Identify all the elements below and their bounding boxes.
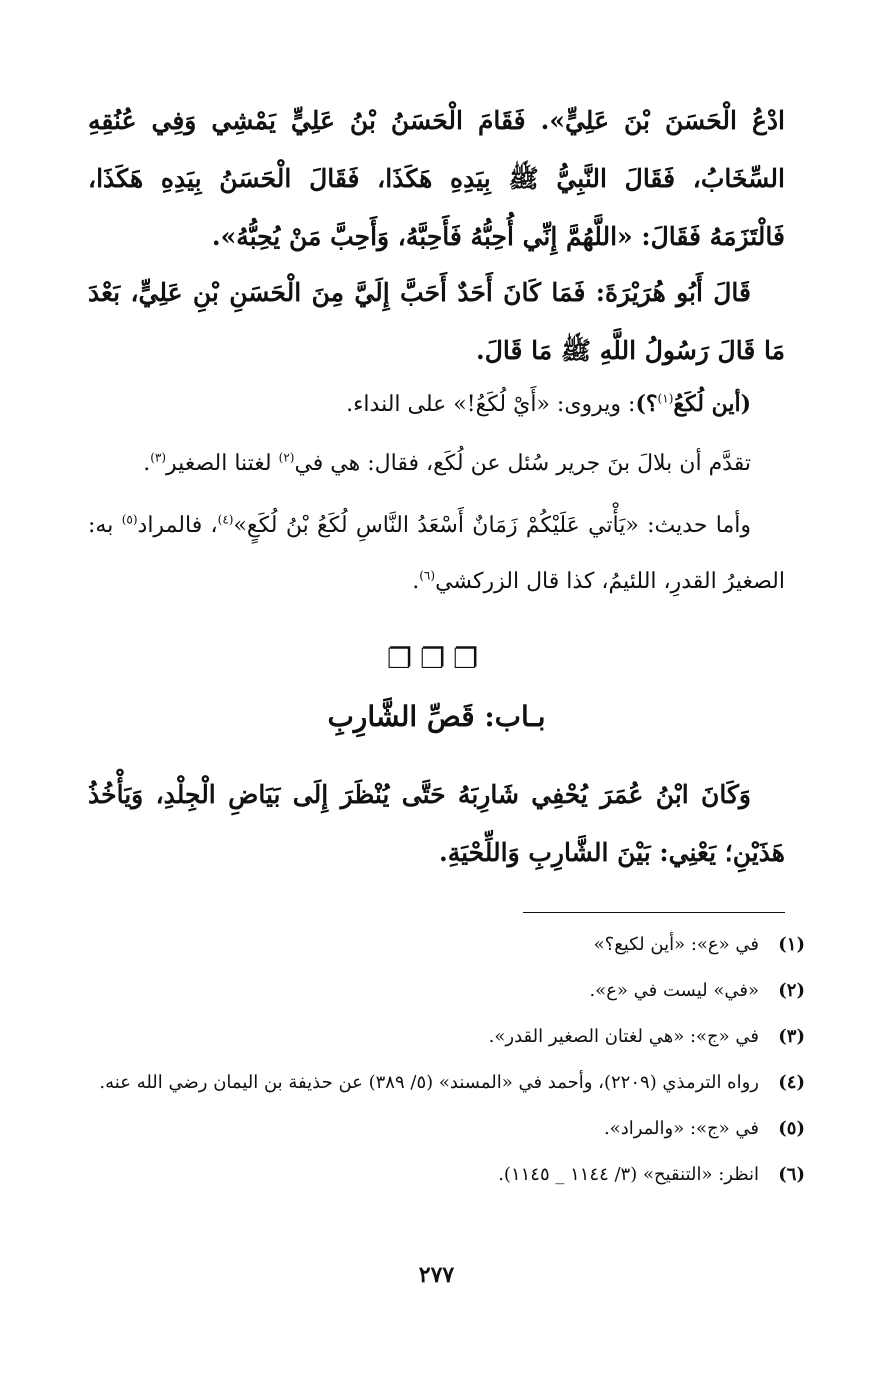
footnote-item xyxy=(88,1014,805,1060)
footnote-number: (٥) xyxy=(778,1118,805,1139)
page-number: ٢٧٧ xyxy=(418,1262,455,1288)
footnote-item xyxy=(88,1152,805,1198)
commentary-bilal-text-2: لغتنا الصغير xyxy=(166,451,272,476)
commentary-hadith-paragraph xyxy=(88,498,785,610)
footnote-number: (٣) xyxy=(778,1026,805,1047)
footnote-ref-2: (٢) xyxy=(278,450,295,465)
commentary-bilal-end: . xyxy=(143,451,151,476)
footnote-number: (٤) xyxy=(778,1072,805,1093)
footnote-text: رواه الترمذي (٢٢٠٩)، وأحمد في «المسند» (٥/ ٣٨٩) عن حذيفة بن اليمان رضي الله عنه. xyxy=(99,1072,759,1093)
abu-hurayra-paragraph: قَالَ أَبُو هُرَيْرَةَ: فَمَا كَانَ أَحَدٌ أَحَبَّ إِلَيَّ مِنَ الْحَسَنِ بْنِ عَلِيٍّ، بَعْدَ مَا قَالَ رَسُولُ اللَّهِ ﷺ مَا قَالَ. xyxy=(88,278,785,365)
footnote-number: (٦) xyxy=(778,1164,805,1185)
commentary-lemma: (أين لُكَعُ xyxy=(673,391,751,417)
footnote-item xyxy=(88,968,805,1014)
footnote-ref-6: (٦) xyxy=(419,568,436,583)
commentary-lemma-end: ؟) xyxy=(635,391,658,417)
section-separator: ❐❐❐ xyxy=(386,642,487,675)
footnote-text: انظر: «التنقيح» (٣/ ١١٤٤ _ ١١٤٥). xyxy=(498,1164,759,1185)
commentary-hadith-text-2: ، فالمراد xyxy=(137,513,218,538)
footnote-divider xyxy=(523,912,785,913)
footnote-ref-5: (٥) xyxy=(121,512,138,527)
footnote-ref-3: (٣) xyxy=(150,450,167,465)
commentary-hadith-text-3: به: الصغيرُ القدرِ، اللئيمُ، كذا قال الزركشي xyxy=(88,513,785,594)
footnote-ref-1: (١) xyxy=(657,391,674,406)
footnote-text: في «ج»: «والمراد». xyxy=(603,1118,759,1139)
commentary-bilal-paragraph xyxy=(88,436,785,492)
commentary-hadith-end: . xyxy=(412,569,420,594)
commentary-lemma-rest: : ويروى: «أَيْ لُكَعُ!» على النداء. xyxy=(346,392,636,417)
chapter-title: بـاب: قَصِّ الشَّارِبِ xyxy=(327,700,546,733)
commentary-hadith-text: وأما حديث: «يَأْتي عَلَيْكُمْ زَمَانٌ أَسْعَدُ النَّاسِ لُكَعُ بْنُ لُكَعٍ» xyxy=(233,513,751,538)
footnote-text: «في» ليست في «ع». xyxy=(589,980,759,1001)
footnote-item xyxy=(88,1106,805,1152)
footnote-number: (١) xyxy=(778,934,805,955)
commentary-lemma-paragraph xyxy=(88,376,785,433)
ibn-umar-paragraph: وَكَانَ ابْنُ عُمَرَ يُحْفِي شَارِبَهُ حَتَّى يُنْظَرَ إِلَى بَيَاضِ الْجِلْدِ، وَيَأْخُذُ هَذَيْنِ؛ يَعْنِي: بَيْنَ الشَّارِبِ وَاللِّحْيَةِ. xyxy=(88,780,785,867)
commentary-bilal-text: تقدَّم أن بلالَ بنَ جرير سُئل عن لُكَع، فقال: هي في xyxy=(294,451,751,476)
footnote-item xyxy=(88,1060,805,1106)
footnote-number: (٢) xyxy=(778,980,805,1001)
footnote-text: في «ع»: «أين لكيع؟» xyxy=(593,934,759,955)
footnote-text: في «ج»: «هي لغتان الصغير القدر». xyxy=(488,1026,759,1047)
footnote-item xyxy=(88,922,805,968)
footnotes-list xyxy=(88,922,805,1198)
footnote-ref-4: (٤) xyxy=(217,512,234,527)
hadith-intro-paragraph: ادْعُ الْحَسَنَ بْنَ عَلِيٍّ». فَقَامَ الْحَسَنُ بْنُ عَلِيٍّ يَمْشِي وَفِي عُنُقِهِ السِّخَابُ، فَقَالَ النَّبِيُّ ﷺ بِيَدِهِ هَكَذَا، فَقَالَ الْحَسَنُ بِيَدِهِ هَكَذَا، فَالْتَزَمَهُ فَقَالَ: «اللَّهُمَّ إِنِّي أُحِبُّهُ فَأَحِبَّهُ، وَأَحِبَّ مَنْ يُحِبُّهُ». xyxy=(88,106,785,251)
